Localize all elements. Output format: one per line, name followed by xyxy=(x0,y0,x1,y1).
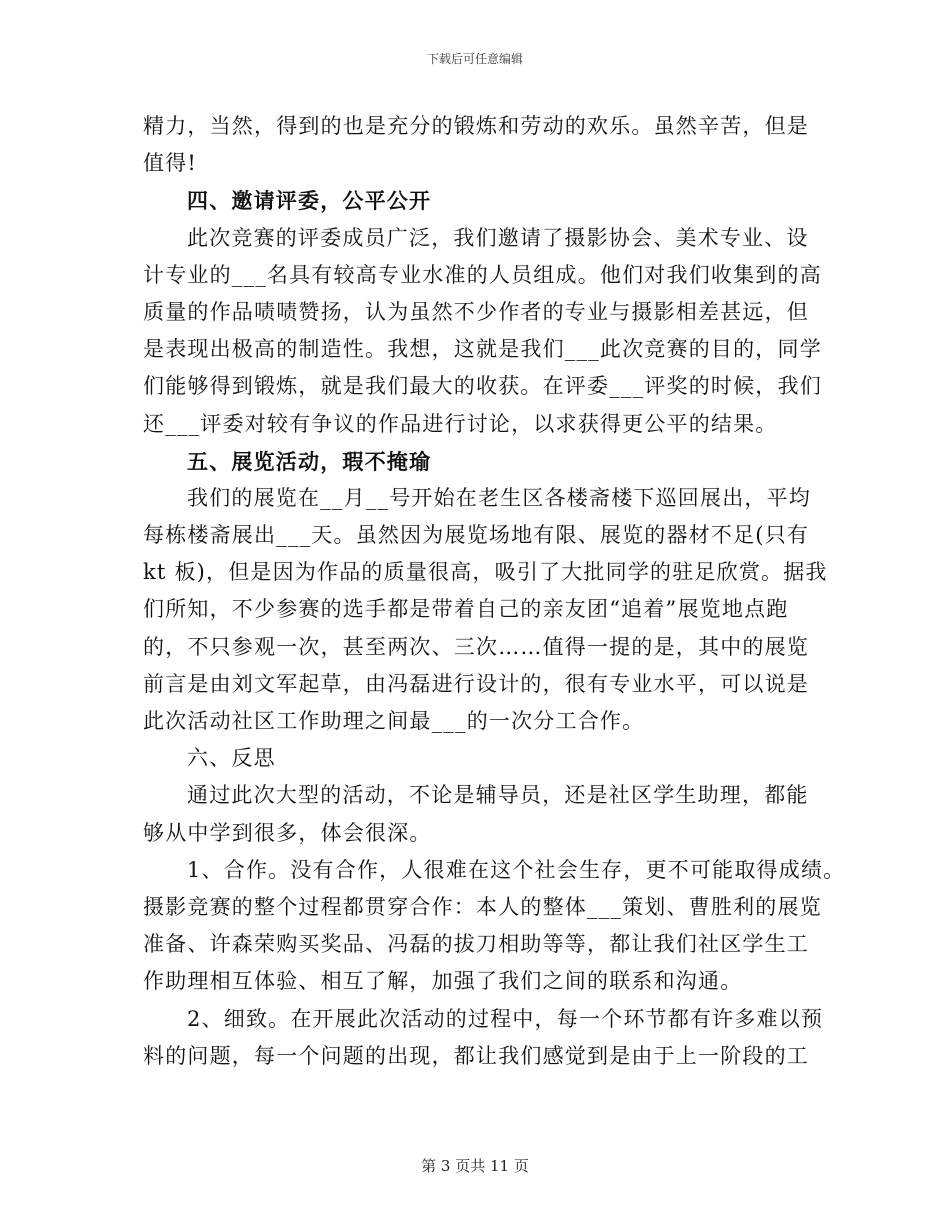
document-body xyxy=(143,108,846,1075)
paragraph-line: 准备、许森荣购买奖品、冯磊的拔刀相助等等，都让我们社区学生工 xyxy=(143,932,809,957)
paragraph-line: 值得! xyxy=(143,151,198,176)
paragraph-line: 我们的展览在__月__号开始在老生区各楼斋楼下巡回展出，平均 xyxy=(187,485,811,510)
paragraph-line: 六、反思 xyxy=(187,746,276,771)
section-heading: 四、邀请评委，公平公开 xyxy=(187,188,432,214)
paragraph-line: 还___评委对较有争议的作品进行讨论，以求获得更公平的结果。 xyxy=(143,411,778,436)
paragraph-line: 摄影竞赛的整个过程都贯穿合作：本人的整体___策划、曹胜利的展览 xyxy=(143,894,822,919)
paragraph-line: 们所知，不少参赛的选手都是带着自己的亲友团“追着”展览地点跑 xyxy=(143,597,789,622)
paragraph-line: 质量的作品啧啧赞扬，认为虽然不少作者的专业与摄影相差甚远，但 xyxy=(143,299,809,324)
paragraph-line: 此次活动社区工作助理之间最___的一次分工合作。 xyxy=(143,709,645,733)
section-heading: 五、展览活动，瑕不掩瑜 xyxy=(187,448,432,474)
paragraph-line: 计专业的___名具有较高专业水准的人员组成。他们对我们收集到的高 xyxy=(143,262,822,287)
paragraph-line: 前言是由刘文军起草，由冯磊进行设计的，很有专业水平，可以说是 xyxy=(143,671,809,696)
paragraph-line: 每栋楼斋展出___天。虽然因为展览场地有限、展览的器材不足(只有 xyxy=(143,523,810,548)
page-footer: 第 3 页共 11 页 xyxy=(421,1157,529,1175)
paragraph-line: 2、细致。在开展此次活动的过程中，每一个环节都有许多难以预 xyxy=(187,1006,824,1031)
paragraph-line: 此次竞赛的评委成员广泛，我们邀请了摄影协会、美术专业、设 xyxy=(187,225,809,250)
paragraph-line: 的，不只参观一次，甚至两次、三次……值得一提的是，其中的展览 xyxy=(143,634,809,659)
paragraph-line: 通过此次大型的活动，不论是辅导员，还是社区学生助理，都能 xyxy=(187,783,809,808)
page-header: 下载后可任意编辑 xyxy=(426,52,523,66)
paragraph-line: 们能够得到锻炼，就是我们最大的收获。在评委___评奖的时候，我们 xyxy=(143,374,822,399)
paragraph-line: 够从中学到很多，体会很深。 xyxy=(143,820,432,845)
paragraph-line: 作助理相互体验、相互了解，加强了我们之间的联系和沟通。 xyxy=(143,969,743,994)
paragraph-line: 精力，当然，得到的也是充分的锻炼和劳动的欢乐。虽然辛苦，但是 xyxy=(143,114,809,138)
paragraph-line: kt 板)，但是因为作品的质量很高，吸引了大批同学的驻足欣赏。据我 xyxy=(143,560,828,585)
paragraph-line: 是表现出极高的制造性。我想，这就是我们___此次竞赛的目的，同学 xyxy=(143,337,822,362)
paragraph-line: 1、合作。没有合作，人很难在这个社会生存，更不可能取得成绩。 xyxy=(187,857,846,882)
paragraph-line: 料的问题，每一个问题的出现，都让我们感觉到是由于上一阶段的工 xyxy=(143,1043,809,1068)
